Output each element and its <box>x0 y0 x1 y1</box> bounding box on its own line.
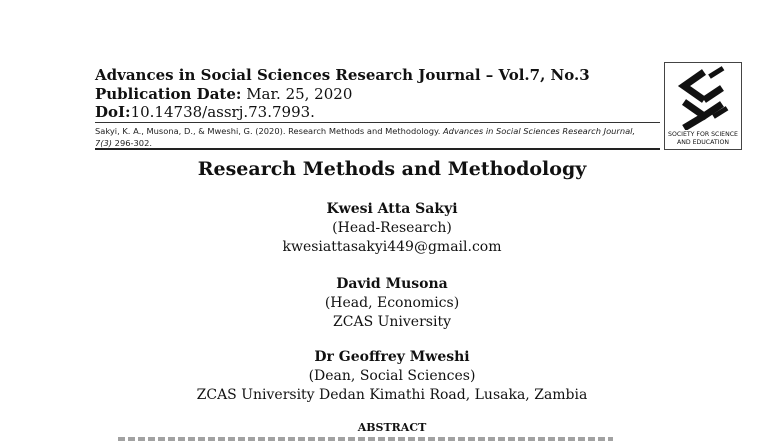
doi-value[interactable]: 10.14738/assrj.73.7993. <box>130 103 315 121</box>
doi-label: DoI: <box>95 103 131 121</box>
citation-issue: 7(3) <box>95 138 113 148</box>
header-rule-top <box>95 122 660 123</box>
citation <box>95 125 660 149</box>
author-block <box>0 348 784 405</box>
author-role: (Head-Research) <box>332 220 452 236</box>
citation-journal: Advances in Social Sciences Research Journal, <box>443 126 636 136</box>
abstract-text-cutoff <box>118 437 613 441</box>
publication-date-value: Mar. 25, 2020 <box>246 85 353 103</box>
publication-date <box>95 85 660 103</box>
author-block <box>0 275 784 332</box>
author-email[interactable]: kwesiattasakyi449@gmail.com <box>282 239 502 255</box>
abstract-heading: ABSTRACT <box>357 421 427 434</box>
author-affiliation: ZCAS University <box>333 314 451 330</box>
journal-title: Advances in Social Sciences Research Journal – Vol.7, No.3 <box>95 66 590 84</box>
author-affiliation: ZCAS University Dedan Kimathi Road, Lusaka, Zambia <box>196 387 588 403</box>
author-name: David Musona <box>336 276 448 292</box>
citation-main: Sakyi, K. A., Musona, D., & Mweshi, G. (2020). Research Methods and Methodology. <box>95 126 443 136</box>
logo-caption-line1: SOCIETY FOR SCIENCE <box>668 131 738 138</box>
publisher-logo <box>664 62 742 150</box>
author-role: (Head, Economics) <box>324 295 460 311</box>
author-name: Dr Geoffrey Mweshi <box>314 349 470 365</box>
author-name: Kwesi Atta Sakyi <box>326 201 458 217</box>
sse-logo-icon <box>674 66 732 130</box>
header-rule-bottom <box>95 148 660 150</box>
logo-caption-line2: AND EDUCATION <box>677 139 729 146</box>
citation-pages: 296-302. <box>112 138 152 148</box>
paper-title: Research Methods and Methodology <box>197 158 587 180</box>
publication-date-label: Publication Date: <box>95 85 242 103</box>
doi <box>95 103 660 122</box>
journal-header <box>95 66 660 149</box>
author-block <box>0 200 784 257</box>
author-role: (Dean, Social Sciences) <box>308 368 476 384</box>
